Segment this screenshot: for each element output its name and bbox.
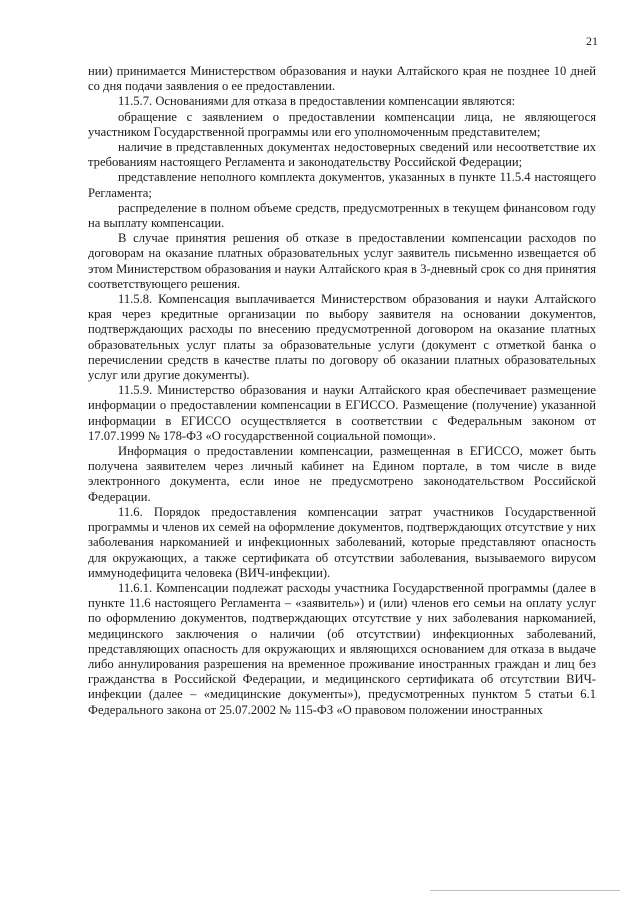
document-paragraph: 11.6. Порядок предоставления компенсации затрат участников Государственной программы и членов их семей на оформление документов, подтверждающих отсутствие у них заболевания наркоманией и инфекционных заболеваний, которые представляют опасность для окружающих, а также сертификата об отсутствии заболевания, вызываемого вирусом иммунодефицита человека (ВИЧ-инфекции). bbox=[88, 504, 596, 580]
document-paragraph: наличие в представленных документах недостоверных сведений или несоответствие их требованиям настоящего Регламента и законодательству Российской Федерации; bbox=[88, 140, 596, 170]
page-number: 21 bbox=[586, 34, 598, 48]
document-paragraph: нии) принимается Министерством образования и науки Алтайского края не позднее 10 дней со дня подачи заявления о ее предоставлении. bbox=[88, 64, 596, 94]
document-paragraph: представление неполного комплекта документов, указанных в пункте 11.5.4 настоящего Регламента; bbox=[88, 170, 596, 200]
document-paragraph: 11.5.8. Компенсация выплачивается Министерством образования и науки Алтайского края через кредитные организации по выбору заявителя на основании документов, подтверждающих расходы по внесению предусмотренной договором на оказание платных образовательных услуг платы за образовательные услуги (документ с отметкой банка о перечислении средств в качестве платы по договору об оказании платных образовательных услуг или другие документы). bbox=[88, 292, 596, 383]
document-paragraph: 11.6.1. Компенсации подлежат расходы участника Государственной программы (далее в пункте 11.6 настоящего Регламента – «заявитель») и (или) членов его семьи на оплату услуг по оформлению документов, подтверждающих отсутствие у них заболевания наркоманией, медицинского заключения о наличии (об отсутствии) инфекционных заболеваний, представляющих опасность для окружающих и являющихся основанием для отказа в выдаче либо аннулирования разрешения на временное проживание иностранных граждан и лиц без гражданства в Российской Федерации, и медицинского сертификата об отсутствии ВИЧ-инфекции (далее – «медицинские документы»), предусмотренных пунктом 5 статьи 6.1 Федерального закона от 25.07.2002 № 115-ФЗ «О правовом положении иностранных bbox=[88, 580, 596, 717]
document-paragraph: 11.5.7. Основаниями для отказа в предоставлении компенсации являются: bbox=[118, 94, 516, 109]
page-bottom-rule bbox=[430, 890, 620, 891]
document-paragraph: Информация о предоставлении компенсации, размещенная в ЕГИССО, может быть получена заявителем через личный кабинет на Едином портале, в том числе в виде электронного документа, если иное не предусмотрено законодательством Российской Федерации. bbox=[88, 444, 596, 504]
document-body bbox=[88, 64, 596, 718]
document-paragraph: обращение с заявлением о предоставлении компенсации лица, не являющегося участником Государственной программы или его уполномоченным представителем; bbox=[88, 109, 596, 139]
document-paragraph: 11.5.9. Министерство образования и науки Алтайского края обеспечивает размещение информации о предоставлении компенсации в ЕГИССО. Размещение (получение) указанной информации в ЕГИССО осуществляется в соответствии с Федеральным законом от 17.07.1999 № 178-ФЗ «О государственной социальной помощи». bbox=[88, 383, 596, 443]
document-paragraph: распределение в полном объеме средств, предусмотренных в текущем финансовом году на выплату компенсации. bbox=[88, 200, 596, 231]
document-paragraph: В случае принятия решения об отказе в предоставлении компенсации расходов по договорам на оказание платных образовательных услуг заявитель письменно извещается об этом Министерством образования и науки Алтайского края в 3-дневный срок со дня принятия соответствующего решения. bbox=[88, 231, 596, 291]
